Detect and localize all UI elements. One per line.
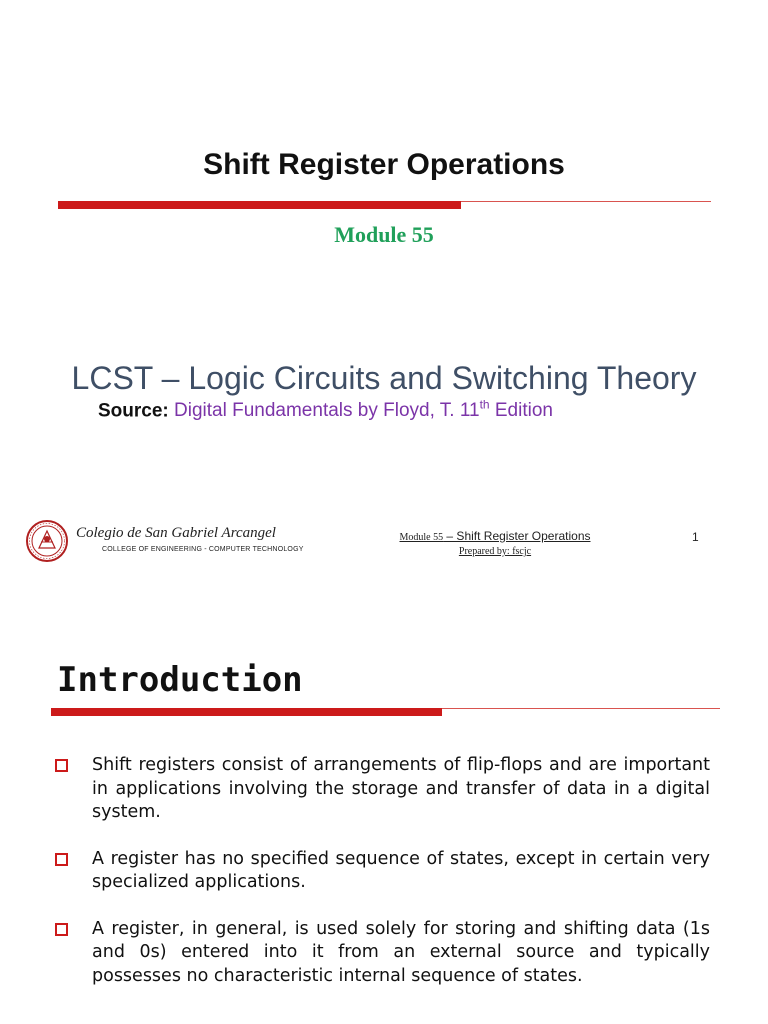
bullet-list (52, 754, 710, 1011)
slide-2 (0, 600, 768, 1024)
college-logo (22, 518, 304, 568)
college-name: Colegio de San Gabriel Arcangel (76, 525, 276, 541)
source-label: Source: (98, 400, 169, 422)
bullet-text: A register, in general, is used solely for storing and shifting data (1s and 0s) entered into it from an external source and typically possesses no characteristic internal sequence of states. (92, 918, 710, 986)
title-rule (442, 708, 720, 709)
bullet-text: Shift registers consist of arrangements of flip-flops and are important in applications involving the storage and transfer of data in a digital system. (92, 755, 710, 822)
hollow-square-bullet-icon (55, 853, 68, 866)
title-accent-bar (51, 708, 442, 716)
slide-title: Introduction (57, 660, 303, 700)
college-seal-icon (26, 520, 68, 562)
hollow-square-bullet-icon (55, 923, 68, 936)
hollow-square-bullet-icon (55, 759, 68, 772)
footer-module: Module 55 – Shift Register Operations (399, 529, 591, 543)
source-text: Digital Fundamentals by Floyd, T. 11th Edition (174, 398, 553, 422)
footer-prepared: Prepared by: fscjc (458, 546, 532, 557)
slide-footer (370, 529, 620, 557)
bullet-text: A register has no specified sequence of states, except in certain very specialized applications. (92, 848, 710, 892)
title-rule (461, 201, 711, 202)
course-title: LCST – Logic Circuits and Switching Theory (71, 360, 697, 396)
page-number: 1 (692, 530, 699, 544)
source-line (98, 398, 553, 422)
slide-title: Shift Register Operations (203, 148, 565, 181)
title-accent-bar (58, 201, 461, 209)
list-item (52, 918, 710, 989)
module-label: Module 55 (334, 222, 434, 247)
list-item (52, 754, 710, 825)
list-item (52, 848, 710, 895)
college-subtitle: COLLEGE OF ENGINEERING - COMPUTER TECHNOLOGY (102, 546, 304, 553)
